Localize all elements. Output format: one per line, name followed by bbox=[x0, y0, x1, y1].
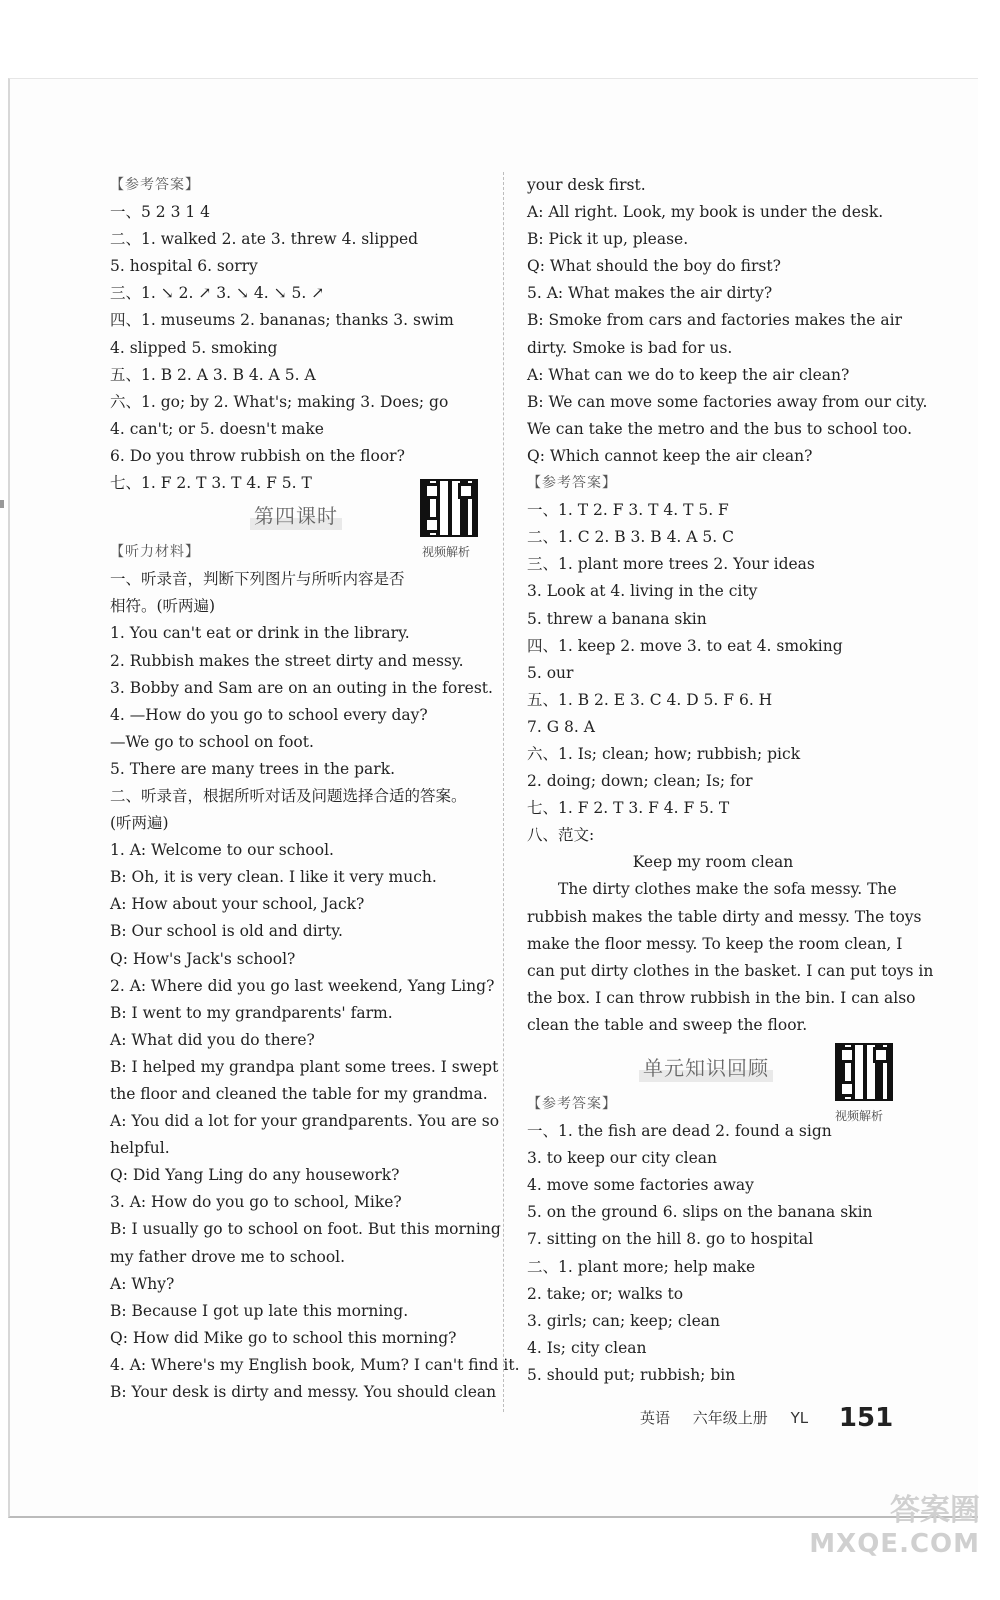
right-column bbox=[527, 172, 934, 1389]
answer-line: 六、1. Is; clean; how; rubbish; pick bbox=[527, 744, 801, 763]
listening-tag: 【听力材料】 bbox=[110, 544, 200, 561]
listening-line: —We go to school on foot. bbox=[110, 732, 314, 751]
binding-mark bbox=[0, 500, 4, 508]
listening-line: B: Because I got up late this morning. bbox=[110, 1301, 409, 1320]
answer-line: 3. girls; can; keep; clean bbox=[527, 1311, 720, 1330]
watermark bbox=[809, 1493, 980, 1560]
answer-line: 三、1. plant more trees 2. Your ideas bbox=[527, 555, 815, 574]
answer-line: 5. hospital 6. sorry bbox=[110, 257, 258, 276]
listening-line: 2. Rubbish makes the street dirty and messy. bbox=[110, 651, 464, 670]
listening-line: the floor and cleaned the table for my grandma. bbox=[110, 1085, 488, 1103]
essay-line: the box. I can throw rubbish in the bin. I can also bbox=[527, 988, 916, 1007]
answer-line: 5. our bbox=[527, 663, 574, 682]
answer-line: 一、1. the fish are dead 2. found a sign bbox=[527, 1122, 832, 1141]
listening-line: B: I helped my grandpa plant some trees. I swept bbox=[110, 1057, 499, 1076]
answer-line: 5. should put; rubbish; bin bbox=[527, 1365, 736, 1384]
answer-line: 五、1. B 2. E 3. C 4. D 5. F 6. H bbox=[527, 690, 773, 709]
listening-material bbox=[110, 566, 520, 1406]
footer-subject: 英语 bbox=[640, 1409, 671, 1427]
section-title: 单元知识回顾 bbox=[639, 1055, 773, 1082]
listening-line: 3. Bobby and Sam are on an outing in the forest. bbox=[110, 678, 493, 697]
answer-line: 7. G 8. A bbox=[527, 717, 595, 736]
listening-line: helpful. bbox=[110, 1139, 170, 1158]
listening-line: A: How about your school, Jack? bbox=[110, 895, 365, 914]
answer-line: 4. move some factories away bbox=[527, 1176, 754, 1195]
listening-line: 二、听录音，根据所听对话及问题选择合适的答案。 bbox=[110, 786, 467, 805]
listening-line: 一、听录音，判断下列图片与所听内容是否 bbox=[110, 570, 405, 589]
answer-list-1 bbox=[110, 199, 482, 497]
answer-line: 4. slipped 5. smoking bbox=[110, 338, 278, 357]
answer-tag: 【参考答案】 bbox=[527, 1096, 617, 1112]
left-column bbox=[110, 172, 520, 1406]
answer-tag: 【参考答案】 bbox=[110, 177, 200, 193]
listening-line: 4. —How do you go to school every day? bbox=[110, 705, 428, 724]
answer-line: 7. sitting on the hill 8. go to hospital bbox=[527, 1230, 814, 1249]
section-title: 第四课时 bbox=[250, 503, 342, 530]
answer-line: 二、1. walked 2. ate 3. threw 4. slipped bbox=[110, 230, 419, 249]
answer-line: 2. doing; down; clean; Is; for bbox=[527, 772, 753, 791]
listening-line: my father drove me to school. bbox=[110, 1247, 346, 1266]
qr-code-icon[interactable] bbox=[835, 1043, 893, 1101]
answer-line: 2. take; or; walks to bbox=[527, 1284, 684, 1303]
answer-line: 八、范文: bbox=[527, 826, 595, 845]
listening-line: Q: What should the boy do first? bbox=[527, 257, 781, 276]
listening-line: We can take the metro and the bus to school too. bbox=[527, 419, 913, 438]
qr-label: 视频解析 bbox=[835, 1109, 884, 1123]
listening-line: (听两遍) bbox=[110, 814, 169, 833]
answer-list-2 bbox=[527, 497, 899, 849]
answer-line: 3. Look at 4. living in the city bbox=[527, 582, 758, 601]
answer-line: 七、1. F 2. T 3. T 4. F 5. T bbox=[110, 474, 312, 493]
essay-line: clean the table and sweep the floor. bbox=[527, 1015, 808, 1034]
listening-line: Q: Did Yang Ling do any housework? bbox=[110, 1166, 400, 1185]
listening-line: 5. There are many trees in the park. bbox=[110, 759, 396, 778]
answer-line: 七、1. F 2. T 3. F 4. F 5. T bbox=[527, 799, 730, 818]
answer-tag: 【参考答案】 bbox=[527, 475, 617, 492]
answer-line: 4. Is; city clean bbox=[527, 1338, 647, 1357]
footer-grade: 六年级上册 bbox=[692, 1409, 768, 1427]
essay-line: The dirty clothes make the sofa messy. The bbox=[558, 880, 897, 899]
listening-line: Q: How's Jack's school? bbox=[110, 949, 296, 968]
listening-line: A: You did a lot for your grandparents. You are so bbox=[110, 1112, 500, 1131]
listening-line: B: Your desk is dirty and messy. You should clean bbox=[110, 1383, 497, 1402]
answer-line: 3. to keep our city clean bbox=[527, 1149, 718, 1168]
answer-line: 5. on the ground 6. slips on the banana skin bbox=[527, 1203, 873, 1222]
answer-line: 三、1. ↘ 2. ↗ 3. ↘ 4. ↘ 5. ↗ bbox=[110, 284, 325, 303]
answer-list-3 bbox=[527, 1118, 899, 1389]
essay-line: can put dirty clothes in the basket. I can put toys in bbox=[527, 961, 934, 980]
listening-line: Q: Which cannot keep the air clean? bbox=[527, 446, 813, 465]
qr-code-icon[interactable] bbox=[420, 479, 478, 537]
listening-line: B: Pick it up, please. bbox=[527, 230, 689, 249]
answer-line: 一、5 2 3 1 4 bbox=[110, 203, 211, 222]
answer-line: 6. Do you throw rubbish on the floor? bbox=[110, 446, 405, 465]
answer-line: 六、1. go; by 2. What's; making 3. Does; go bbox=[110, 392, 449, 411]
listening-line: B: Oh, it is very clean. I like it very much. bbox=[110, 868, 437, 887]
listening-line: 4. A: Where's my English book, Mum? I can't find it. bbox=[110, 1355, 520, 1374]
listening-line: 相符。(听两遍) bbox=[110, 597, 216, 616]
page-footer bbox=[640, 1400, 911, 1433]
listening-line: B: Our school is old and dirty. bbox=[110, 922, 343, 941]
answer-line: 四、1. museums 2. bananas; thanks 3. swim bbox=[110, 311, 454, 330]
answer-line: 4. can't; or 5. doesn't make bbox=[110, 419, 324, 438]
qr-label: 视频解析 bbox=[422, 545, 471, 560]
answer-line: 二、1. C 2. B 3. B 4. A 5. C bbox=[527, 528, 734, 547]
listening-line: 1. A: Welcome to our school. bbox=[110, 841, 334, 860]
listening-line: 5. A: What makes the air dirty? bbox=[527, 284, 773, 303]
listening-line: A: What can we do to keep the air clean? bbox=[527, 365, 850, 384]
listening-material-cont bbox=[527, 172, 928, 470]
listening-line: A: Why? bbox=[110, 1274, 175, 1293]
listening-line: your desk first. bbox=[527, 176, 646, 194]
answer-line: 二、1. plant more; help make bbox=[527, 1257, 756, 1276]
essay-title: Keep my room clean bbox=[632, 853, 794, 872]
answer-line: 5. threw a banana skin bbox=[527, 609, 707, 628]
answer-line: 四、1. keep 2. move 3. to eat 4. smoking bbox=[527, 636, 843, 655]
watermark-text: 答案圈 bbox=[890, 1492, 980, 1528]
listening-line: B: We can move some factories away from our city. bbox=[527, 392, 928, 411]
essay-body bbox=[527, 876, 934, 1039]
listening-line: dirty. Smoke is bad for us. bbox=[527, 338, 733, 357]
watermark-url: MXQE.COM bbox=[809, 1528, 980, 1559]
listening-line: 3. A: How do you go to school, Mike? bbox=[110, 1193, 402, 1212]
listening-line: 2. A: Where did you go last weekend, Yang Ling? bbox=[110, 976, 495, 995]
listening-line: A: What did you do there? bbox=[110, 1030, 315, 1049]
answer-line: 五、1. B 2. A 3. B 4. A 5. A bbox=[110, 365, 316, 384]
listening-line: B: Smoke from cars and factories makes the air bbox=[527, 311, 903, 330]
column-divider bbox=[503, 172, 505, 1412]
listening-line: B: I usually go to school on foot. But this morning bbox=[110, 1220, 501, 1239]
listening-line: 1. You can't eat or drink in the library. bbox=[110, 624, 410, 643]
page-number: 151 bbox=[838, 1403, 894, 1433]
essay-line: rubbish makes the table dirty and messy. The toys bbox=[527, 907, 922, 926]
essay-line: make the floor messy. To keep the room clean, I bbox=[527, 934, 903, 953]
footer-edition: YL bbox=[790, 1409, 809, 1427]
listening-line: Q: How did Mike go to school this morning? bbox=[110, 1328, 457, 1347]
answer-line: 一、1. T 2. F 3. T 4. T 5. F bbox=[527, 501, 729, 520]
listening-line: A: All right. Look, my book is under the desk. bbox=[527, 203, 884, 222]
listening-line: B: I went to my grandparents' farm. bbox=[110, 1003, 393, 1022]
